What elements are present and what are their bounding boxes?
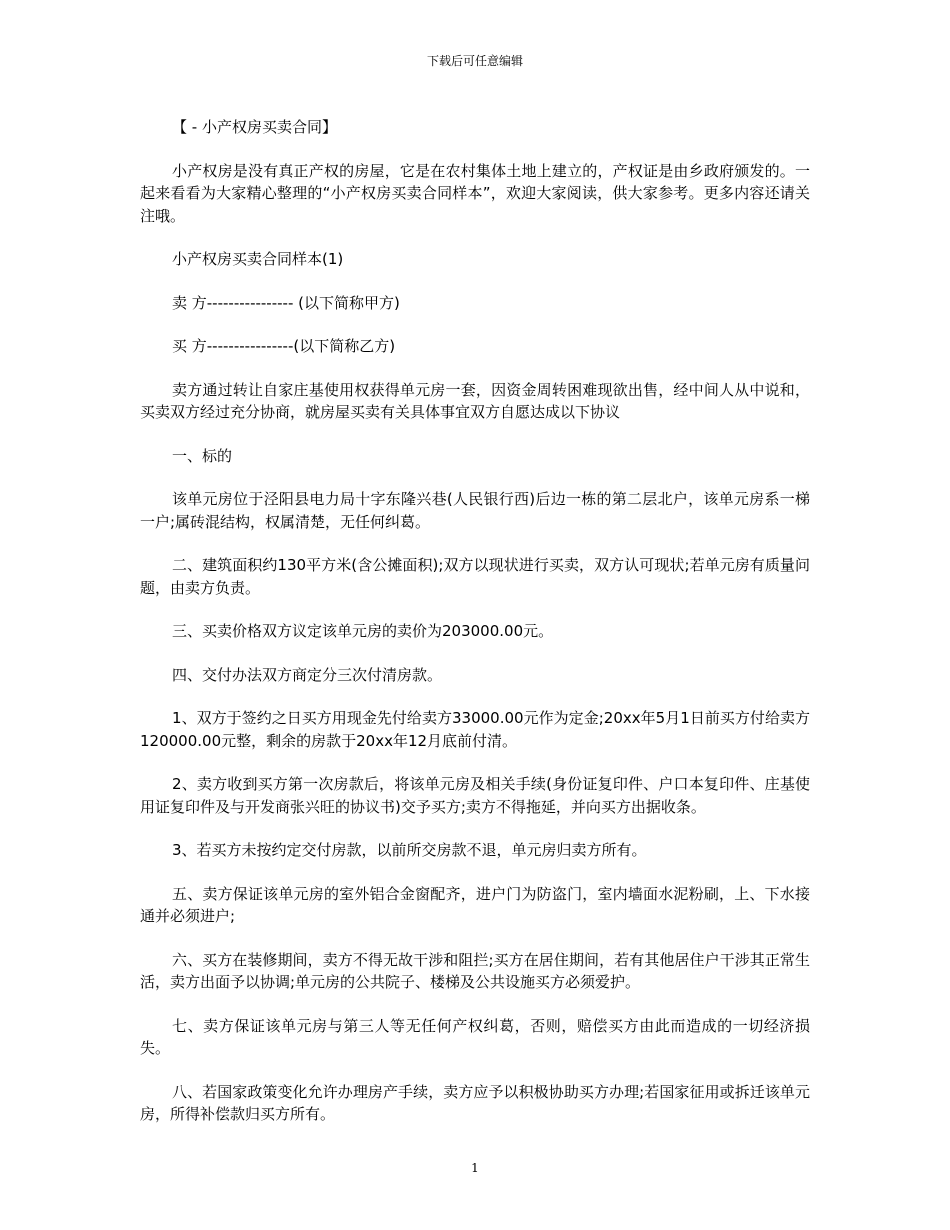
section-8-paragraph: 八、若国家政策变化允许办理房产手续，卖方应予以积极协助买方办理;若国家征用或拆迁该单元房，所得补偿款归买方所有。	[140, 1082, 810, 1123]
section-3-paragraph: 三、买卖价格双方议定该单元房的卖价为203000.00元。	[172, 622, 554, 640]
preamble-paragraph: 卖方通过转让自家庄基使用权获得单元房一套，因资金周转困难现欲出售，经中间人从中说和，买卖双方经过充分协商，就房屋买卖有关具体事宜双方自愿达成以下协议	[140, 380, 810, 421]
section-6-paragraph: 六、买方在装修期间，卖方不得无故干涉和阻拦;买方在居住期间，若有其他居住户干涉其正常生活，卖方出面予以协调;单元房的公共院子、楼梯及公共设施买方必须爱护。	[140, 950, 810, 991]
section-4-paragraph: 四、交付办法双方商定分三次付清房款。	[172, 665, 443, 684]
section-7-paragraph: 七、卖方保证该单元房与第三人等无任何产权纠葛，否则，赔偿买方由此而造成的一切经济损失。	[140, 1016, 810, 1057]
sample-title: 小产权房买卖合同样本(1)	[172, 250, 344, 268]
intro-paragraph: 小产权房是没有真正产权的房屋，它是在农村集体土地上建立的，产权证是由乡政府颁发的。一起来看看为大家精心整理的“小产权房买卖合同样本”，欢迎大家阅读，供大家参考。更多内容还请关注哦。	[140, 161, 810, 225]
seller-line: 卖 方---------------- (以下简称甲方)	[172, 293, 400, 312]
section-2-paragraph: 二、建筑面积约130平方米(含公摊面积);双方以现状进行买卖，双方认可现状;若单元房有质量问题，由卖方负责。	[140, 556, 810, 597]
clause-4-2: 2、卖方收到买方第一次房款后，将该单元房及相关手续(身份证复印件、户口本复印件、庄基使用证复印件及与开发商张兴旺的协议书)交予买方;卖方不得拖延，并向买方出据收条。	[140, 775, 810, 816]
document-title: 【 - 小产权房买卖合同】	[172, 118, 337, 136]
page-header: 下载后可任意编辑	[426, 54, 523, 68]
section-5-paragraph: 五、卖方保证该单元房的室外铝合金窗配齐，进户门为防盗门，室内墙面水泥粉刷，上、下水接通并必须进户;	[140, 884, 810, 925]
document-body	[140, 116, 810, 1147]
section-1-body: 该单元房位于泾阳县电力局十字东隆兴巷(人民银行西)后边一栋的第二层北户，该单元房系一梯一户;属砖混结构，权属清楚，无任何纠葛。	[140, 490, 810, 531]
page-number: 1	[471, 1161, 479, 1175]
section-1-heading: 一、标的	[172, 446, 233, 465]
buyer-line: 买 方----------------(以下简称乙方)	[172, 337, 396, 355]
clause-4-1: 1、双方于签约之日买方用现金先付给卖方33000.00元作为定金;20xx年5月1日前买方付给卖方120000.00元整，剩余的房款于20xx年12月底前付清。	[140, 709, 810, 750]
clause-4-3: 3、若买方未按约定交付房款，以前所交房款不退，单元房归卖方所有。	[172, 841, 647, 859]
